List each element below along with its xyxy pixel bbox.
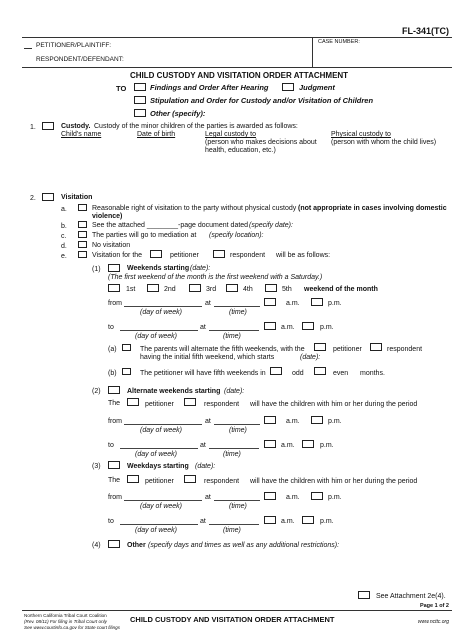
weekends-to-am: a.m. [281, 324, 295, 331]
week-3rd-label: 3rd [206, 286, 217, 293]
weekdays-to-label: to [108, 518, 114, 525]
other-label: Other (specify): [150, 109, 206, 118]
weekends-from-day-hint: (day of week) [140, 309, 183, 316]
week-5th-label: 5th [282, 286, 292, 293]
fifth-a-text2: having the initial fifth weekend, which starts [140, 354, 275, 361]
visitation-respondent-label: respondent [230, 252, 266, 259]
weekends-from-day-field[interactable] [124, 306, 202, 307]
visitation-petitioner-label: petitioner [170, 252, 199, 259]
visitation-respondent-checkbox[interactable] [213, 250, 225, 258]
weekdays-petitioner: petitioner [145, 478, 174, 485]
alternate-from-time-field[interactable] [214, 424, 260, 425]
weekdays-respondent: respondent [204, 478, 240, 485]
alternate-to-pm: p.m. [320, 442, 334, 449]
weekends-date-hint: (date): [190, 265, 211, 272]
col-legal-sub2: health, education, etc.) [205, 147, 276, 154]
week-2nd-checkbox[interactable] [147, 284, 159, 292]
weekdays-number: (3) [92, 463, 101, 470]
weekends-from-time-hint: (time) [229, 309, 247, 316]
weekdays-checkbox[interactable] [108, 461, 120, 469]
fifth-a-text: The parents will alternate the fifth weekends, with the [140, 346, 305, 353]
weekends-to-day-hint: (day of week) [135, 333, 178, 340]
col-date-of-birth: Date of birth [137, 131, 176, 138]
alternate-to-at: at [200, 442, 206, 449]
weekdays-text: will have the children with him or her during the period [250, 478, 418, 485]
weekends-heading: Weekends starting [127, 265, 190, 272]
page-number: Page 1 of 2 [419, 603, 449, 609]
visitation-a-text: Reasonable right of visitation to the party without physical custody [92, 205, 297, 212]
fifth-a-date: (date): [300, 354, 321, 361]
weekend-of-month-label: weekend of the month [304, 286, 378, 293]
petitioner-label: PETITIONER/PLAINTIFF: [36, 42, 112, 49]
stipulation-checkbox[interactable] [134, 96, 146, 104]
alternate-heading: Alternate weekends starting [127, 388, 221, 395]
form-code: FL-341(TC) [402, 26, 449, 36]
alternate-petitioner: petitioner [145, 401, 174, 408]
alternate-from-time-hint: (time) [229, 427, 247, 434]
alternate-to-day-hint: (day of week) [135, 451, 178, 458]
findings-checkbox[interactable] [134, 83, 146, 91]
visitation-b-checkbox[interactable] [78, 221, 87, 228]
weekdays-from-am-checkbox[interactable] [264, 492, 276, 500]
alternate-from-am: a.m. [286, 418, 300, 425]
alternate-to-label: to [108, 442, 114, 449]
weekdays-to-day-field[interactable] [120, 524, 198, 525]
fifth-b-label: (b) [108, 370, 117, 377]
week-4th-label: 4th [243, 286, 253, 293]
visitation-checkbox[interactable] [42, 193, 54, 201]
weekdays-respondent-checkbox[interactable] [184, 475, 196, 483]
alternate-petitioner-checkbox[interactable] [127, 398, 139, 406]
visitation-c-letter: c. [61, 233, 67, 240]
weekdays-to-time-field[interactable] [209, 524, 259, 525]
stipulation-label: Stipulation and Order for Custody and/or Visitation of Children [150, 96, 374, 105]
footer-rev: (Rev. 08/11) For filing in Tribal Court only [24, 619, 107, 624]
weekends-to-time-field[interactable] [209, 330, 259, 331]
alternate-the: The [108, 400, 121, 407]
alternate-from-pm-checkbox[interactable] [311, 416, 323, 424]
visitation-c-checkbox[interactable] [78, 231, 87, 238]
week-2nd-label: 2nd [164, 286, 176, 293]
weekends-from-pm: p.m. [328, 300, 342, 307]
visitation-c-text: The parties will go to mediation at [92, 232, 197, 239]
visitation-b-specify: (specify date): [249, 222, 293, 229]
visitation-heading: Visitation [61, 194, 93, 201]
weekdays-date-hint: (date): [195, 463, 216, 470]
footer-org: Northern California Tribal Court Coalition [24, 613, 107, 618]
caption-divider [312, 37, 313, 67]
alternate-checkbox[interactable] [108, 386, 120, 394]
weekdays-from-label: from [108, 494, 122, 501]
weekends-from-label: from [108, 300, 122, 307]
weekends-to-day-field[interactable] [120, 330, 198, 331]
petitioner-tick [24, 48, 32, 49]
respondent-label: RESPONDENT/DEFENDANT: [36, 56, 124, 63]
col-legal-sub1: (person who makes decisions about [205, 139, 317, 146]
alternate-from-day-hint: (day of week) [140, 427, 183, 434]
week-3rd-checkbox[interactable] [189, 284, 201, 292]
alternate-to-time-field[interactable] [209, 448, 259, 449]
alternate-number: (2) [92, 388, 101, 395]
weekdays-from-time-hint: (time) [229, 503, 247, 510]
custody-number: 1. [30, 124, 36, 131]
to-label: TO [116, 84, 127, 93]
weekends-from-am-checkbox[interactable] [264, 298, 276, 306]
alternate-respondent-checkbox[interactable] [184, 398, 196, 406]
custody-heading: Custody. [61, 123, 91, 130]
visitation-a-letter: a. [61, 206, 67, 213]
alternate-text: will have the children with him or her during the period [250, 401, 418, 408]
other-visitation-checkbox[interactable] [108, 540, 120, 548]
visitation-d-letter: d. [61, 243, 67, 250]
footer-site: See www.courtinfo.ca.gov for State court filings [24, 625, 121, 630]
judgment-checkbox[interactable] [282, 83, 294, 91]
fifth-a-label: (a) [108, 346, 117, 353]
case-number-label: CASE NUMBER: [318, 39, 360, 45]
weekends-note: (The first weekend of the month is the first weekend with a Saturday.) [108, 274, 323, 281]
col-childs-name: Child's name [61, 131, 102, 138]
weekdays-from-time-field[interactable] [214, 500, 260, 501]
weekends-to-am-checkbox[interactable] [264, 322, 276, 330]
weekdays-from-am: a.m. [286, 494, 300, 501]
fifth-b-even-checkbox[interactable] [314, 367, 326, 375]
weekdays-from-pm: p.m. [328, 494, 342, 501]
weekends-to-pm: p.m. [320, 324, 334, 331]
caption-bottom-line [22, 67, 452, 68]
weekdays-to-am-checkbox[interactable] [264, 516, 276, 524]
visitation-b-text: See the attached ________-page document dated [92, 222, 249, 229]
weekdays-to-pm-checkbox[interactable] [302, 516, 314, 524]
weekdays-petitioner-checkbox[interactable] [127, 475, 139, 483]
visitation-e-checkbox[interactable] [78, 251, 87, 258]
weekdays-to-day-hint: (day of week) [135, 527, 178, 534]
week-5th-checkbox[interactable] [265, 284, 277, 292]
alternate-date-hint: (date): [224, 388, 245, 395]
alternate-from-day-field[interactable] [124, 424, 202, 425]
footer-line [22, 610, 452, 611]
alternate-to-am-checkbox[interactable] [264, 440, 276, 448]
weekdays-the: The [108, 477, 121, 484]
weekends-from-time-field[interactable] [214, 306, 260, 307]
fifth-b-odd: odd [292, 370, 304, 377]
weekdays-from-day-hint: (day of week) [140, 503, 183, 510]
caption-top-line [22, 37, 452, 38]
visitation-b-letter: b. [61, 223, 67, 230]
see-attachment-checkbox[interactable] [358, 591, 370, 599]
fifth-b-months: months. [360, 370, 385, 377]
findings-label: Findings and Order After Hearing [150, 83, 269, 92]
week-4th-checkbox[interactable] [226, 284, 238, 292]
weekends-to-pm-checkbox[interactable] [302, 322, 314, 330]
weekdays-to-time-hint: (time) [223, 527, 241, 534]
weekdays-from-day-field[interactable] [124, 500, 202, 501]
fifth-a-petitioner: petitioner [333, 346, 362, 353]
visitation-a-checkbox[interactable] [78, 204, 87, 211]
weekends-to-time-hint: (time) [223, 333, 241, 340]
alternate-from-am-checkbox[interactable] [264, 416, 276, 424]
week-1st-label: 1st [126, 286, 136, 293]
weekdays-to-am: a.m. [281, 518, 295, 525]
week-1st-checkbox[interactable] [108, 284, 120, 292]
fifth-b-checkbox[interactable] [122, 368, 131, 375]
fifth-a-respondent-checkbox[interactable] [370, 343, 382, 351]
alternate-to-time-hint: (time) [223, 451, 241, 458]
weekends-from-at: at [205, 300, 211, 307]
visitation-d-text: No visitation [92, 242, 131, 249]
other-heading: Other [127, 542, 146, 549]
visitation-a-bold: (not appropriate in cases involving domestic [298, 205, 447, 212]
visitation-e-text: Visitation for the [92, 252, 143, 259]
footer-title: CHILD CUSTODY AND VISITATION ORDER ATTACHMENT [130, 615, 335, 624]
fifth-a-respondent: respondent [387, 346, 423, 353]
visitation-e-letter: e. [61, 253, 67, 260]
other-number: (4) [92, 542, 101, 549]
col-legal-custody: Legal custody to [205, 131, 256, 138]
fifth-b-odd-checkbox[interactable] [270, 367, 282, 375]
weekdays-to-pm: p.m. [320, 518, 334, 525]
footer-url: www.ncttc.org [417, 619, 449, 625]
visitation-a-bold2: violence) [92, 213, 123, 220]
alternate-to-am: a.m. [281, 442, 295, 449]
visitation-petitioner-checkbox[interactable] [150, 250, 162, 258]
col-physical-custody: Physical custody to [331, 131, 391, 138]
weekdays-to-at: at [200, 518, 206, 525]
col-physical-sub: (person with whom the child lives) [331, 139, 437, 146]
other-hint: (specify days and times as well as any additional restrictions): [148, 542, 340, 549]
other-checkbox[interactable] [134, 109, 146, 117]
visitation-number: 2. [30, 195, 36, 202]
weekends-checkbox[interactable] [108, 264, 120, 272]
visitation-d-checkbox[interactable] [78, 241, 87, 248]
custody-checkbox[interactable] [42, 122, 54, 130]
fifth-b-even: even [333, 370, 349, 377]
alternate-respondent: respondent [204, 401, 240, 408]
see-attachment-label: See Attachment 2e(4). [376, 593, 446, 600]
judgment-label: Judgment [299, 83, 335, 92]
fifth-b-text: The petitioner will have fifth weekends in [140, 370, 266, 377]
weekends-to-label: to [108, 324, 114, 331]
weekdays-from-pm-checkbox[interactable] [311, 492, 323, 500]
weekends-from-pm-checkbox[interactable] [311, 298, 323, 306]
alternate-from-at: at [205, 418, 211, 425]
weekends-to-at: at [200, 324, 206, 331]
page-title: CHILD CUSTODY AND VISITATION ORDER ATTACHMENT [130, 71, 349, 80]
fifth-a-petitioner-checkbox[interactable] [314, 343, 326, 351]
fifth-a-checkbox[interactable] [122, 344, 131, 351]
alternate-to-day-field[interactable] [120, 448, 198, 449]
custody-text: Custody of the minor children of the parties is awarded as follows: [94, 123, 298, 130]
weekdays-from-at: at [205, 494, 211, 501]
visitation-c-specify: (specify location): [209, 232, 264, 239]
alternate-to-pm-checkbox[interactable] [302, 440, 314, 448]
weekdays-heading: Weekdays starting [127, 463, 189, 470]
weekends-from-am: a.m. [286, 300, 300, 307]
alternate-from-pm: p.m. [328, 418, 342, 425]
visitation-follows: will be as follows: [276, 252, 331, 259]
weekends-number: (1) [92, 266, 101, 273]
alternate-from-label: from [108, 418, 122, 425]
